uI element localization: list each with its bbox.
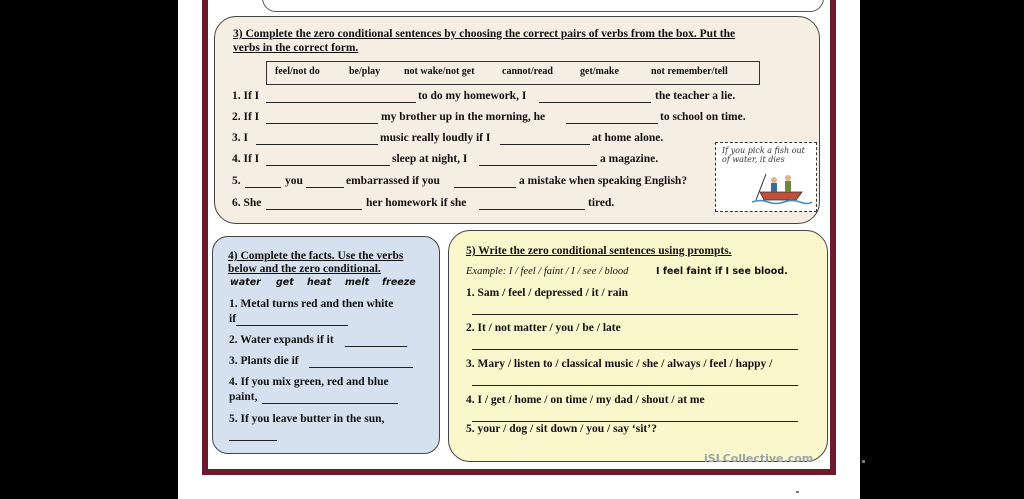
- exercise-3-item-2-number: 2. If I: [232, 111, 260, 123]
- section-4-title-line2: below and the zero conditional.: [228, 263, 381, 275]
- blank[interactable]: [309, 367, 413, 368]
- exercise-3-item-1-end: the teacher a lie.: [655, 90, 736, 102]
- exercise-3-item-3-number: 3. I: [232, 132, 248, 144]
- blank[interactable]: [566, 123, 658, 124]
- verb-pair: cannot/read: [502, 66, 553, 77]
- exercise-3-item-6-number: 6. She: [232, 197, 262, 209]
- blank[interactable]: [479, 165, 597, 166]
- exercise-5-prompt-1: 1. Sam / feel / depressed / it / rain: [466, 287, 629, 299]
- verb-word: get: [276, 277, 294, 288]
- section-4-title-line1: 4) Complete the facts. Use the verbs: [228, 250, 404, 262]
- answer-line[interactable]: [472, 349, 798, 350]
- exercise-4-item-4: 4. If you mix green, red and blue: [229, 376, 389, 388]
- exercise-4-item-1: 1. Metal turns red and then white: [229, 298, 394, 310]
- exercise-3-item-5-number: 5.: [232, 175, 241, 187]
- answer-line[interactable]: [472, 314, 798, 315]
- exercise-4-item-5: 5. If you leave butter in the sun,: [229, 413, 385, 425]
- verb-word: freeze: [382, 277, 416, 288]
- exercise-4-item-4-paint: paint,: [229, 391, 258, 403]
- blank[interactable]: [256, 144, 378, 145]
- exercise-3-item-4-text: sleep at night, I: [392, 153, 468, 165]
- exercise-3-item-4-end: a magazine.: [600, 153, 659, 165]
- exercise-3-item-6-text: her homework if she: [366, 197, 467, 209]
- blank[interactable]: [500, 144, 590, 145]
- blank[interactable]: [454, 187, 516, 188]
- verb-word: melt: [345, 277, 370, 288]
- verb-pair: not remember/tell: [651, 66, 728, 77]
- exercise-3-item-5-end: a mistake when speaking English?: [519, 175, 688, 187]
- section-3-title-line1: 3) Complete the zero conditional sentences by choosing the correct pairs of verbs from the box. Put the: [233, 28, 736, 40]
- blank[interactable]: [266, 123, 378, 124]
- exercise-3-item-5-you: you: [285, 175, 303, 187]
- blank[interactable]: [266, 102, 416, 103]
- blank[interactable]: [262, 403, 398, 404]
- exercise-5-prompt-5: 5. your / dog / sit down / you / say ‘sit’?: [466, 423, 657, 435]
- verb-pair: feel/not do: [275, 66, 320, 77]
- exercise-3-item-2-end: to school on time.: [660, 111, 746, 123]
- blank[interactable]: [539, 102, 651, 103]
- blank[interactable]: [345, 346, 407, 347]
- blank[interactable]: [229, 440, 277, 441]
- exercise-5-prompt-3: 3. Mary / listen to / classical music / she / always / feel / happy /: [466, 358, 773, 370]
- blank[interactable]: [236, 325, 348, 326]
- exercise-3-item-4-number: 4. If I: [232, 153, 260, 165]
- verb-word: heat: [307, 277, 332, 288]
- example-answer: I feel faint if I see blood.: [656, 266, 788, 277]
- blank[interactable]: [479, 209, 585, 210]
- verb-pair: not wake/not get: [404, 66, 475, 77]
- exercise-5-prompt-2: 2. It / not matter / you / be / late: [466, 322, 621, 334]
- exercise-3-item-6-end: tired.: [588, 197, 615, 209]
- blank[interactable]: [266, 165, 390, 166]
- exercise-3-item-3-text: music really loudly if I: [380, 132, 491, 144]
- picture-caption: If you pick a fish out of water, it dies: [722, 146, 805, 164]
- exercise-4-item-1-if: if: [229, 313, 237, 325]
- exercise-3-item-3-end: at home alone.: [592, 132, 664, 144]
- previous-section-box: [262, 0, 824, 12]
- exercise-3-item-1-text: to do my homework, I: [418, 90, 527, 102]
- answer-line[interactable]: [472, 421, 798, 422]
- answer-line[interactable]: [472, 385, 798, 386]
- watermark: iSLCollective.com: [704, 452, 814, 465]
- section-3-title-line2: verbs in the correct form.: [233, 42, 359, 54]
- verb-pair: get/make: [580, 66, 619, 77]
- section-5-title: 5) Write the zero conditional sentences using prompts.: [466, 245, 732, 257]
- exercise-3-item-5-text: embarrassed if you: [346, 175, 440, 187]
- verb-pair: be/play: [349, 66, 381, 77]
- example-prompt: Example: I / feel / faint / I / see / blood: [466, 266, 629, 277]
- exercise-4-item-3: 3. Plants die if: [229, 355, 299, 367]
- blank[interactable]: [245, 187, 281, 188]
- scan-speck: [862, 460, 865, 463]
- blank[interactable]: [306, 187, 344, 188]
- exercise-4-item-2: 2. Water expands if it: [229, 334, 334, 346]
- blank[interactable]: [266, 209, 362, 210]
- scan-speck: [796, 491, 799, 493]
- exercise-3-item-2-text: my brother up in the morning, he: [381, 111, 546, 123]
- exercise-5-prompt-4: 4. I / get / home / on time / my dad / shout / at me: [466, 394, 705, 406]
- fishing-boat-illustration: [752, 166, 812, 208]
- verb-word: water: [230, 277, 261, 288]
- exercise-3-item-1-number: 1. If I: [232, 90, 260, 102]
